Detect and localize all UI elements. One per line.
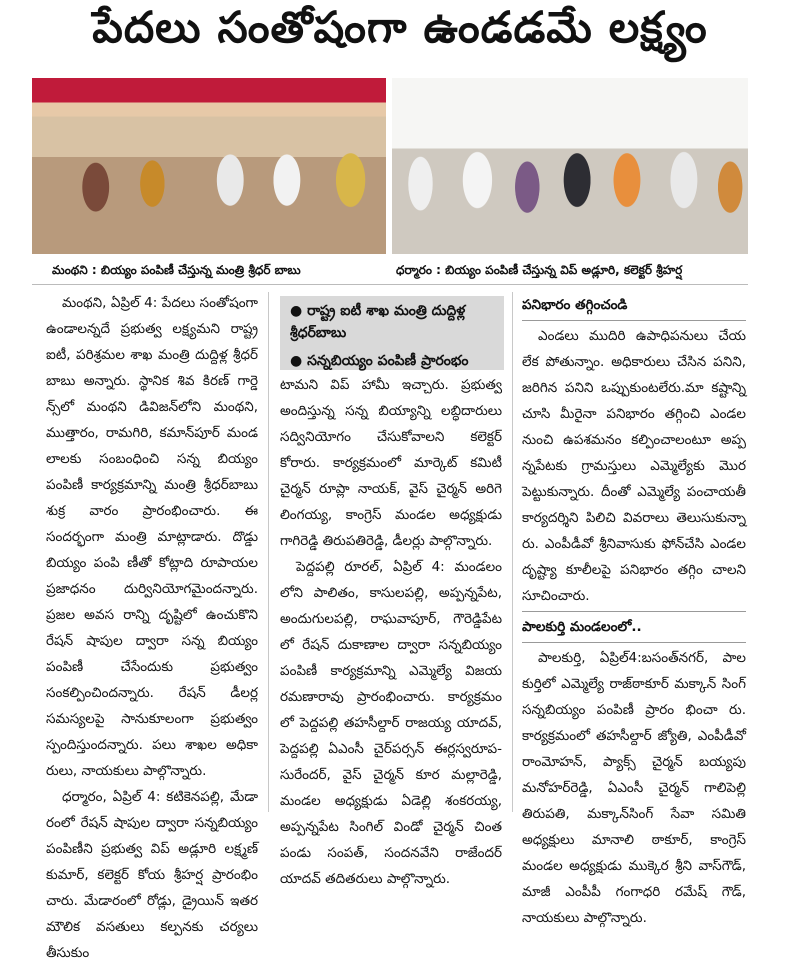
divider	[522, 611, 746, 612]
column-divider	[512, 292, 513, 812]
paragraph-peddapalli: పెద్దపల్లి రూరల్, ఏప్రిల్ 4: మండలం లోని పాలితం, కాసులపల్లి, అప్పన్నపేట, అందుగులపల్లి, రాఘవాపూర్, గౌరెడ్డిపేట లో రేషన్ దుకాణాల ద్వారా సన్నబియ్యం పంపిణీ కార్యక్రమాన్ని ఎమ్మెల్యే విజయ రమణారావు ప్రారంభించారు. కార్యక్రమం లో పెద్దపల్లి తహసీల్దార్ రాజయ్య యాదవ్, పెద్దపల్లి ఏఎంసీ చైర్‌పర్సన్ ఈర్లస్వరూప- సురేందర్, వైస్ చైర్మన్ కూర మల్లారెడ్డి, మండల అధ్యక్షుడు ఏడెల్లి శంకరయ్య, అప్పన్నపేట సింగిల్ విండో చైర్మన్ చింత పండు సంపత్, సందనవేని రాజేందర్ యాదవ్ తదితరులు పాల్గొన్నారు.	[280, 559, 502, 887]
article-column-3	[522, 292, 746, 931]
divider	[522, 642, 746, 643]
paragraph-manthani: మంథని, ఏప్రిల్ 4: పేదలు సంతోషంగా ఉండాలన్నదే ప్రభుత్వ లక్ష్యమని రాష్ట్ర ఐటీ, పరిశ్రమల శాఖ మంత్రి దుద్దిళ్ల శ్రీధర్ బాబు అన్నారు. స్థానిక శివ కిరణ్ గార్డె న్స్‌లో మంథని డివిజన్‌లోని మంథని, ముత్తారం, రామగిరి, కమాన్‌పూర్ మండ లాలకు సంబంధించి సన్న బియ్యం పంపిణీ కార్యక్రమాన్ని మంత్రి శ్రీధర్‌బాబు శుక్ర వారం ప్రారంభించారు. ఈ సందర్భంగా మంత్రి మాట్లాడారు. దొడ్డు బియ్యం పంపి ణీతో కోట్లాది రూపాయల ప్రజాధనం దుర్వినియోగమైందన్నారు. ప్రజల అవస రాన్ని దృష్టిలో ఉంచుకొని రేషన్ షాపుల ద్వారా సన్న బియ్యం పంపిణీ చేసేందుకు ప్రభుత్వం సంకల్పించిందన్నారు. రేషన్ డీలర్ల సమస్యలపై సానుకూలంగా ప్రభుత్వం స్పందిస్తుందన్నారు. పలు శాఖల అధికా రులు, నాయకులు పాల్గొన్నారు.	[46, 295, 258, 779]
column-divider	[268, 292, 269, 812]
photo-caption-left: మంథని : బియ్యం పంపిణీ చేస్తున్న మంత్రి శ్రీధర్ బాబు	[52, 263, 301, 277]
paragraph-workload: ఎండలు ముదిరి ఉపాధిపనులు చేయ లేక పోతున్నాం. అధికారులు చేసిన పనిని, జరిగిన పనిని ఒప్పుకుంటలేరు.మా కష్టాన్ని చూసి మీరైనా పనిభారం తగ్గించి ఎండల నుంచి ఉపశమనం కల్పించాలంటూ అప్ప న్నపేటకు గ్రామస్తులు ఎమ్మెల్యేకు మొర పెట్టుకున్నారు. దీంతో ఎమ్మెల్యే పంచాయతీ కార్యదర్శిని పిలిచి వివరాలు తెలుసుకున్నా రు. ఎంపీడీవో శ్రీనివాసుకు ఫోన్‌చేసి ఎండల దృష్ట్యా కూలీలపై పనిభారం తగ్గిం చాలని సూచించారు.	[522, 328, 746, 604]
photo-manthani-distribution	[32, 78, 386, 254]
subheading-palakurthi: పాలకుర్తి మండలంలో..	[522, 619, 642, 635]
headline: పేదలు సంతోషంగా ఉండడమే లక్ష్యం	[92, 3, 708, 53]
highlight-item: ● రాష్ట్ర ఐటీ శాఖ మంత్రి దుద్దిళ్ల శ్రీధర్‌బాబు	[290, 303, 466, 341]
paragraph-dharmaram: ధర్మారం, ఏప్రిల్ 4: కటికెనపల్లి, మేడా రంలో రేషన్ షాపుల ద్వారా సన్నబియ్యం పంపిణీని ప్రభుత్వ విప్ అడ్లూరి లక్ష్మణ్ కుమార్, కలెక్టర్ కోయ శ్రీహర్ష ప్రారంభిం చారు. మేడారంలో రోడ్లు, డ్రైయిన్ ఇతర మౌలిక వసతులు కల్పనకు చర్యలు తీసుకుం	[46, 789, 258, 961]
divider	[32, 284, 748, 285]
photo-dharmaram-distribution	[392, 78, 748, 254]
divider	[522, 320, 746, 321]
article-column-2	[280, 372, 502, 892]
paragraph-palakurthi: పాలకుర్తి, ఏప్రిల్4:బసంత్‌నగర్, పాల కుర్తిలో ఎమ్మెల్యే రాజ్‌ఠాకూర్ మక్కాన్ సింగ్ సన్నబియ్యం పంపిణీ ప్రారం భించా రు. కార్యక్రమంలో తహసీల్దార్ జ్యోతి, ఎంపీడీవో రాంమోహన్, ప్యాక్స్ చైర్మన్ బయ్యపు మనోహర్‌రెడ్డి, ఏఎంసీ చైర్మన్ గాలిపెల్లి తిరుపతి, మక్కాన్‌సింగ్ సేవా సమితి అధ్యక్షులు మానాలి ఠాకూర్, కాంగ్రెస్ మండల అధ్యక్షుడు ముక్కెర శ్రీని వాస్‌గౌడ్, మాజీ ఎంపీపీ గంగాధరి రమేష్ గౌడ్, నాయకులు పాల్గొన్నారు.	[522, 650, 746, 926]
paragraph-continuation: టామని విప్ హామీ ఇచ్చారు. ప్రభుత్వ అందిస్తున్న సన్న బియ్యాన్ని లబ్ధిదారులు సద్వినియోగం చేసుకోవాలని కలెక్టర్ కోరారు. కార్యక్రమంలో మార్కెట్ కమిటీ చైర్మన్ రూప్లా నాయక్, వైస్ చైర్మన్ అరిగె లింగయ్య, కాంగ్రెస్ మండల అధ్యక్షుడు గాగిరెడ్డి తిరుపతిరెడ్డి, డీలర్లు పాల్గొన్నారు.	[280, 377, 502, 549]
subheading-workload: పనిభారం తగ్గించండి	[522, 297, 628, 313]
photo-caption-right: ధర్మారం : బియ్యం పంపిణీ చేస్తున్న విప్ అడ్లూరి, కలెక్టర్ శ్రీహర్ష	[396, 263, 683, 277]
article-column-1	[46, 290, 258, 966]
highlight-box	[280, 296, 504, 370]
highlight-item: ● సన్నబియ్యం పంపిణీ ప్రారంభం	[290, 353, 469, 369]
